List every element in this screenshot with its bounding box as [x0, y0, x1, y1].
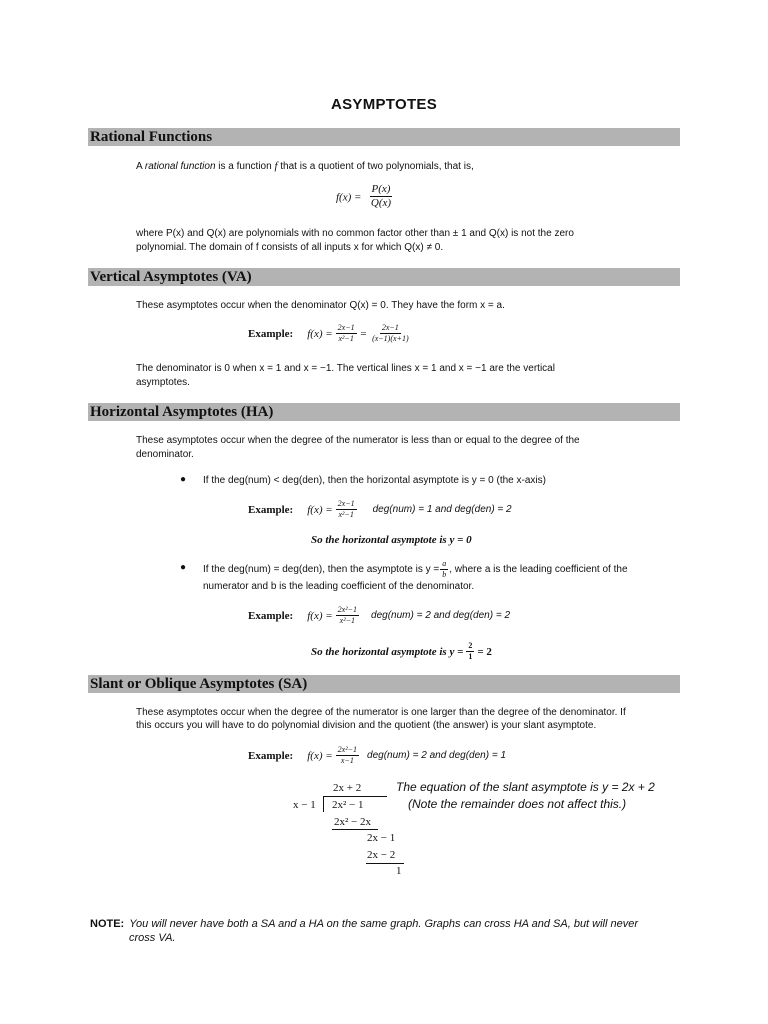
section-header-rational [88, 128, 680, 146]
slant-line-2: this occurs you will have to do polynomial division and the quotient (the answer) is your slant asymptote. [136, 720, 597, 731]
rational-where-line-1: where P(x) and Q(x) are polynomials with no common factor other than ± 1 and Q(x) is not the zero [136, 228, 574, 239]
vertical-example: Example: f(x) = $\frac{2x-1}{\text{x²−1}}$ = $\frac{2x-1}{(x-1)(x+1)}$ [248, 323, 409, 343]
division-dividend: 2x² − 1 [332, 799, 364, 811]
division-step-2: 2x − 1 [367, 832, 396, 844]
section-header-vertical [88, 268, 680, 286]
example-label: Example: [248, 749, 294, 762]
section-header-horizontal [88, 403, 680, 421]
section-heading: Horizontal Asymptotes (HA) [90, 404, 274, 420]
section-heading: Slant or Oblique Asymptotes (SA) [90, 676, 308, 692]
horizontal-example-1: Example: f(x) = $\frac{2x-1}{\text{x²−1}}$ deg(num) = 1 and deg(den) = 2 [248, 499, 512, 519]
note-line-1: You will never have both a SA and a HA on the same graph. Graphs can cross HA and SA, but will never [129, 918, 639, 930]
vertical-after-line-1: The denominator is 0 when x = 1 and x = −1. The vertical lines x = 1 and x = −1 are the vertical [136, 363, 555, 374]
slant-equation-note: The equation of the slant asymptote is y = 2x + 2 [396, 780, 655, 794]
horizontal-line-2: denominator. [136, 449, 194, 460]
section-heading: Vertical Asymptotes (VA) [90, 269, 252, 285]
division-divisor: x − 1 [293, 799, 316, 811]
horizontal-bullet-2-line-2: numerator and b is the leading coefficient of the denominator. [203, 581, 475, 592]
horizontal-bullet-1: If the deg(num) < deg(den), then the horizontal asymptote is y = 0 (the x-axis) [203, 475, 546, 486]
note-block [90, 917, 690, 932]
division-remainder: 1 [396, 865, 402, 877]
division-step-1: 2x² − 2x [334, 816, 372, 828]
rational-where-line-2: polynomial. The domain of f consists of all inputs x for which Q(x) ≠ 0. [136, 242, 444, 253]
division-rule-1 [332, 829, 378, 830]
example-label: Example: [248, 327, 294, 340]
division-step-3: 2x − 2 [367, 849, 396, 861]
note-line-2: cross VA. [129, 932, 176, 944]
vertical-after-line-2: asymptotes. [136, 377, 190, 388]
slant-line-1: These asymptotes occur when the degree of the numerator is one larger than the degree of the denominator. If [136, 707, 626, 718]
vertical-line-1: These asymptotes occur when the denominator Q(x) = 0. They have the form x = a. [136, 300, 505, 311]
note-label: NOTE: [90, 918, 125, 930]
horizontal-bullet-2: If the deg(num) = deg(den), then the asymptote is y = $\frac{a}{b}$ , where a is the leading coefficient of the [203, 559, 628, 579]
horizontal-line-1: These asymptotes occur when the degree of the numerator is less than or equal to the degree of the [136, 435, 580, 446]
division-rule-2 [366, 863, 404, 864]
slant-remainder-note: (Note the remainder does not affect this.) [408, 797, 627, 811]
horizontal-conclusion-2: So the horizontal asymptote is y = $\frac{2}{1}$ = 2 [311, 641, 492, 661]
horizontal-example-2: Example: f(x) = $\frac{\text{2x²−1}}{\text{x²−1}}$ deg(num) = 2 and deg(den) = 2 [248, 605, 511, 625]
bullet-icon: ● [180, 562, 187, 573]
section-header-slant [88, 675, 680, 693]
example-label: Example: [248, 503, 294, 516]
horizontal-conclusion-1: So the horizontal asymptote is y = 0 [311, 534, 472, 546]
division-bracket [323, 796, 324, 812]
rational-intro: A rational function is a function f that is a quotient of two polynomials, that is, [136, 160, 474, 172]
example-label: Example: [248, 609, 294, 622]
rational-definition: f(x) = $\frac{P(x)}{Q(x)}$ [336, 183, 392, 209]
division-bar [323, 796, 387, 797]
page-title: ASYMPTOTES [330, 96, 438, 113]
division-quotient: 2x + 2 [333, 782, 362, 794]
bullet-icon: ● [180, 474, 187, 485]
section-heading: Rational Functions [90, 129, 213, 145]
slant-example: Example: f(x) = $\frac{\text{2x²−1}}{x-1}$ deg(num) = 2 and deg(den) = 1 [248, 745, 507, 765]
